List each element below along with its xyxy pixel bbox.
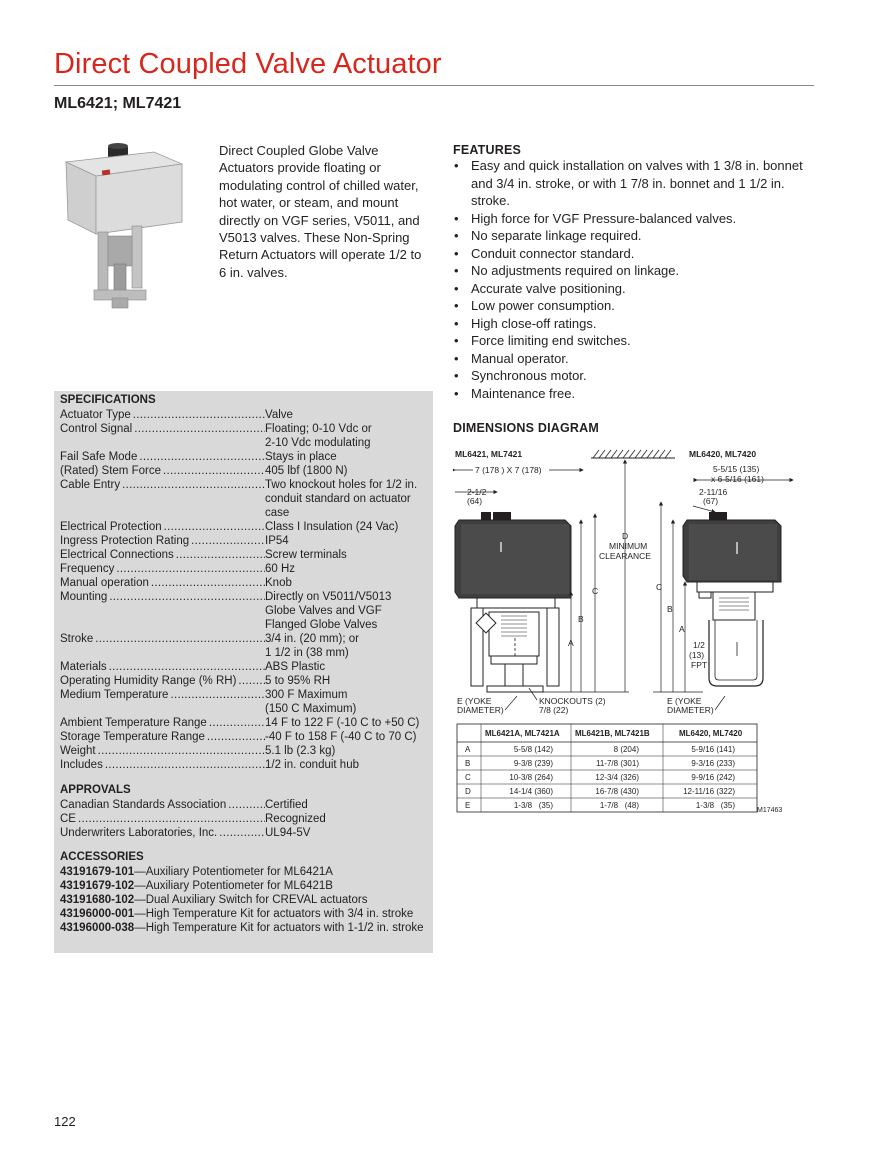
- spec-label-group: [60, 450, 265, 464]
- spec-label: Ambient Temperature Range: [60, 717, 207, 729]
- table-cell: A: [465, 745, 471, 754]
- spec-label-group: [60, 422, 265, 450]
- table-cell: 12-3/4 (326): [595, 773, 639, 782]
- table-cell: 1-3/8 (35): [513, 801, 553, 810]
- fpt-size: 1/2: [693, 640, 705, 650]
- feature-item: • Manual operator.: [453, 350, 813, 368]
- leader-dots: [103, 758, 265, 772]
- leader-dots: [205, 730, 265, 744]
- dim-a-left: A: [568, 638, 574, 648]
- spec-value: Valve: [265, 409, 293, 421]
- spec-label-group: [60, 548, 265, 562]
- spec-label: Canadian Standards Association: [60, 799, 227, 811]
- fpt-label: FPT: [691, 660, 708, 670]
- leader-dots: [162, 520, 265, 534]
- spec-label: Underwriters Laboratories, Inc.: [60, 827, 218, 839]
- spec-label: Mounting: [60, 591, 108, 603]
- spec-value: 3/4 in. (20 mm); or 1 1/2 in (38 mm): [265, 633, 359, 659]
- spec-row: [60, 632, 427, 660]
- table-cell: D: [465, 787, 471, 796]
- leader-dots: [132, 422, 265, 450]
- spec-row: [60, 422, 427, 450]
- intro-text: Direct Coupled Globe Valve Actuators provide floating or modulating control of chilled water, hot water, or steam, and mount directly on VGF series, V5011, and V5013 valves. These Non-Spring Return Actuators will operate 1/2 to 6 in. valves.: [219, 143, 422, 280]
- table-cell: 5-9/16 (141): [691, 745, 735, 754]
- table-header: ML6421A, ML7421A: [485, 729, 560, 738]
- spec-value: Directly on V5011/V5013 Globe Valves and VGF Flanged Globe Valves: [265, 591, 392, 631]
- table-cell: 11-7/8 (301): [596, 759, 639, 768]
- accessory-part-number: 43196000-038: [60, 922, 135, 934]
- page-number: 122: [54, 1114, 76, 1129]
- approvals-heading: APPROVALS: [60, 784, 131, 796]
- table-cell: 8 (204): [613, 745, 639, 754]
- spec-row: [60, 576, 427, 590]
- spec-value: 14 F to 122 F (-10 C to +50 C): [265, 717, 420, 729]
- left-width-label: 7 (178 ) X 7 (178): [475, 465, 542, 475]
- accessory-part-number: 43196000-001: [60, 908, 135, 920]
- dimensions-table: [457, 724, 757, 812]
- spec-value: Floating; 0-10 Vdc or 2-10 Vdc modulating: [265, 423, 372, 449]
- accessory-description: —Auxiliary Potentiometer for ML6421A: [134, 866, 333, 878]
- leader-dots: [107, 590, 265, 632]
- dim-c-right: C: [656, 582, 663, 592]
- leader-dots: [120, 478, 265, 520]
- table-cell: 14-1/4 (360): [509, 787, 553, 796]
- table-cell: 12-11/16 (322): [683, 787, 735, 796]
- spec-label: Electrical Connections: [60, 549, 174, 561]
- leader-dots: [168, 688, 265, 716]
- accessories-list: [60, 865, 427, 935]
- spec-label: CE: [60, 813, 76, 825]
- feature-item: • Accurate valve positioning.: [453, 280, 813, 298]
- right-offset-label-mm: (67): [703, 496, 719, 506]
- leader-dots: [189, 534, 265, 548]
- spec-value: Screw terminals: [265, 549, 347, 561]
- leader-dots: [174, 548, 265, 562]
- spec-label-group: [60, 758, 265, 772]
- spec-row: [60, 548, 427, 562]
- spec-value: Class I Insulation (24 Vac): [265, 521, 399, 533]
- accessory-description: —High Temperature Kit for actuators with 1-1/2 in. stroke: [134, 922, 424, 934]
- spec-value: ABS Plastic: [265, 661, 326, 673]
- spec-label-group: [60, 478, 265, 520]
- spec-label-group: [60, 688, 265, 716]
- feature-item: • High force for VGF Pressure-balanced valves.: [453, 210, 813, 228]
- spec-label: Cable Entry: [60, 479, 121, 491]
- accessory-item: [60, 907, 427, 921]
- approvals-section: [60, 784, 427, 840]
- spec-value: 405 lbf (1800 N): [265, 465, 348, 477]
- yoke-label-left: E (YOKE: [457, 696, 492, 706]
- table-cell: 5-5/8 (142): [513, 745, 553, 754]
- table-cell: 9-3/16 (233): [691, 759, 735, 768]
- table-cell: 10-3/8 (264): [509, 773, 553, 782]
- accessory-item: [60, 865, 427, 879]
- spec-label-group: [60, 534, 265, 548]
- table-header: ML6421B, ML7421B: [575, 729, 650, 738]
- clearance-minimum: MINIMUM: [609, 541, 648, 551]
- dim-b-left: B: [578, 614, 584, 624]
- leader-dots: [217, 826, 265, 840]
- leader-dots: [161, 464, 265, 478]
- spec-label: Operating Humidity Range (% RH): [60, 675, 237, 687]
- accessory-description: —High Temperature Kit for actuators with 3/4 in. stroke: [134, 908, 414, 920]
- spec-label-group: [60, 660, 265, 674]
- spec-row: [60, 730, 427, 744]
- spec-label-group: [60, 674, 265, 688]
- spec-row: [60, 688, 427, 716]
- table-cell: B: [465, 759, 471, 768]
- accessory-part-number: 43191680-102: [60, 894, 135, 906]
- spec-label: Storage Temperature Range: [60, 731, 205, 743]
- table-cell: 1-3/8 (35): [695, 801, 735, 810]
- feature-item: • Synchronous motor.: [453, 367, 813, 385]
- spec-label: Includes: [60, 759, 103, 771]
- spec-row: [60, 826, 427, 840]
- table-cell: 16-7/8 (430): [595, 787, 639, 796]
- leader-dots: [207, 716, 265, 730]
- spec-value: 1/2 in. conduit hub: [265, 759, 359, 771]
- leader-dots: [114, 562, 265, 576]
- spec-label-group: [60, 464, 265, 478]
- spec-row: [60, 590, 427, 632]
- accessory-item: [60, 893, 427, 907]
- accessory-description: —Dual Auxiliary Switch for CREVAL actuators: [134, 894, 368, 906]
- spec-row: [60, 758, 427, 772]
- features-section: [453, 143, 813, 402]
- spec-value: Recognized: [265, 813, 326, 825]
- dim-a-right: A: [679, 624, 685, 634]
- spec-label: Fail Safe Mode: [60, 451, 138, 463]
- spec-row: [60, 520, 427, 534]
- accessory-description: —Auxiliary Potentiometer for ML6421B: [134, 880, 333, 892]
- spec-label: Stroke: [60, 633, 94, 645]
- accessory-part-number: 43191679-102: [60, 880, 135, 892]
- spec-value: 5.1 lb (2.3 kg): [265, 745, 336, 757]
- spec-row: [60, 562, 427, 576]
- title-divider: [54, 85, 814, 86]
- yoke-label-right: E (YOKE: [667, 696, 702, 706]
- spec-value: 300 F Maximum (150 C Maximum): [265, 689, 357, 715]
- left-offset-label: 2-1/2: [467, 487, 487, 497]
- specifications-heading: SPECIFICATIONS: [60, 394, 156, 406]
- right-width-label: 5-5/15 (135): [713, 464, 760, 474]
- feature-item: • Easy and quick installation on valves with 1 3/8 in. bonnet and 3/4 in. stroke, or with 1 7/8 in. bonnet and 1 1/2 in. stroke.: [453, 157, 813, 210]
- leader-dots: [137, 450, 265, 464]
- accessory-part-number: 43191679-101: [60, 866, 135, 878]
- spec-label: Ingress Protection Rating: [60, 535, 190, 547]
- fpt-size-mm: (13): [689, 650, 705, 660]
- spec-label-group: [60, 798, 265, 812]
- right-diagram-title: ML6420, ML7420: [689, 449, 757, 459]
- spec-value: IP54: [265, 535, 289, 547]
- spec-row: [60, 450, 427, 464]
- spec-row: [60, 660, 427, 674]
- leader-dots: [76, 812, 265, 826]
- spec-value: 60 Hz: [265, 563, 296, 575]
- accessory-item: [60, 921, 427, 935]
- spec-row: [60, 674, 427, 688]
- feature-item: • Maintenance free.: [453, 385, 813, 403]
- page-title: Direct Coupled Valve Actuator: [54, 48, 442, 80]
- table-cell: E: [465, 801, 471, 810]
- knockouts-label: KNOCKOUTS (2): [539, 696, 606, 706]
- clearance-d: D: [622, 531, 629, 541]
- spec-label: Weight: [60, 745, 96, 757]
- spec-label-group: [60, 730, 265, 744]
- spec-label-group: [60, 520, 265, 534]
- leader-dots: [236, 674, 265, 688]
- table-cell: 9-3/8 (239): [513, 759, 553, 768]
- dimensions-diagram: [453, 442, 815, 814]
- spec-label-group: [60, 744, 265, 758]
- accessory-item: [60, 879, 427, 893]
- spec-label: Control Signal: [60, 423, 133, 435]
- leader-dots: [107, 660, 265, 674]
- spec-row: [60, 716, 427, 730]
- dimensions-heading: DIMENSIONS DIAGRAM: [453, 421, 599, 435]
- spec-value: 5 to 95% RH: [265, 675, 331, 687]
- table-cell: 1-7/8 (48): [599, 801, 639, 810]
- dim-b-right: B: [667, 604, 673, 614]
- specifications-panel: [54, 391, 433, 953]
- approvals-list: [60, 798, 427, 840]
- spec-row: [60, 408, 427, 422]
- spec-row: [60, 464, 427, 478]
- spec-row: [60, 812, 427, 826]
- table-header: ML6420, ML7420: [679, 729, 743, 738]
- spec-label: Medium Temperature: [60, 689, 169, 701]
- leader-dots: [131, 408, 265, 422]
- spec-label-group: [60, 826, 265, 840]
- left-diagram-title: ML6421, ML7421: [455, 449, 523, 459]
- spec-label-group: [60, 408, 265, 422]
- spec-value: Stays in place: [265, 451, 337, 463]
- dim-c-left: C: [592, 586, 599, 596]
- spec-label: Actuator Type: [60, 409, 131, 421]
- accessories-section: [60, 851, 427, 935]
- table-cell: C: [465, 773, 471, 782]
- spec-row: [60, 798, 427, 812]
- leader-dots: [149, 576, 265, 590]
- right-offset-label: 2-11/16: [699, 487, 728, 497]
- leader-dots: [96, 744, 265, 758]
- feature-item: • Force limiting end switches.: [453, 332, 813, 350]
- features-list: [453, 157, 813, 402]
- spec-label-group: [60, 590, 265, 632]
- spec-value: -40 F to 158 F (-40 C to 70 C): [265, 731, 417, 743]
- spec-value: Knob: [265, 577, 292, 589]
- spec-label-group: [60, 812, 265, 826]
- knockouts-size: 7/8 (22): [539, 705, 569, 715]
- accessories-heading: ACCESSORIES: [60, 851, 144, 863]
- yoke-label-left-2: DIAMETER): [457, 705, 504, 715]
- left-offset-label-mm: (64): [467, 496, 483, 506]
- leader-dots: [93, 632, 265, 660]
- spec-value: UL94-5V: [265, 827, 311, 839]
- yoke-label-right-2: DIAMETER): [667, 705, 714, 715]
- spec-label-group: [60, 632, 265, 660]
- spec-row: [60, 478, 427, 520]
- feature-item: • Conduit connector standard.: [453, 245, 813, 263]
- clearance-label: CLEARANCE: [599, 551, 651, 561]
- table-cell: 9-9/16 (242): [691, 773, 735, 782]
- spec-row: [60, 534, 427, 548]
- spec-label: Frequency: [60, 563, 115, 575]
- feature-item: • No adjustments required on linkage.: [453, 262, 813, 280]
- spec-label: (Rated) Stem Force: [60, 465, 161, 477]
- spec-label: Electrical Protection: [60, 521, 162, 533]
- spec-value: Certified: [265, 799, 308, 811]
- features-heading: FEATURES: [453, 143, 522, 157]
- feature-item: • Low power consumption.: [453, 297, 813, 315]
- spec-label-group: [60, 716, 265, 730]
- spec-row: [60, 744, 427, 758]
- model-numbers: ML6421; ML7421: [54, 95, 182, 112]
- spec-label: Materials: [60, 661, 107, 673]
- spec-label-group: [60, 562, 265, 576]
- feature-item: • High close-off ratings.: [453, 315, 813, 333]
- spec-label-group: [60, 576, 265, 590]
- product-photo: [56, 140, 204, 310]
- spec-label: Manual operation: [60, 577, 149, 589]
- figure-code: M17463: [757, 807, 783, 814]
- specifications-list: [60, 408, 427, 772]
- right-width-label-2: x 6-5/16 (161): [711, 474, 764, 484]
- spec-value: Two knockout holes for 1/2 in. conduit standard on actuator case: [265, 479, 418, 519]
- feature-item: • No separate linkage required.: [453, 227, 813, 245]
- leader-dots: [226, 798, 265, 812]
